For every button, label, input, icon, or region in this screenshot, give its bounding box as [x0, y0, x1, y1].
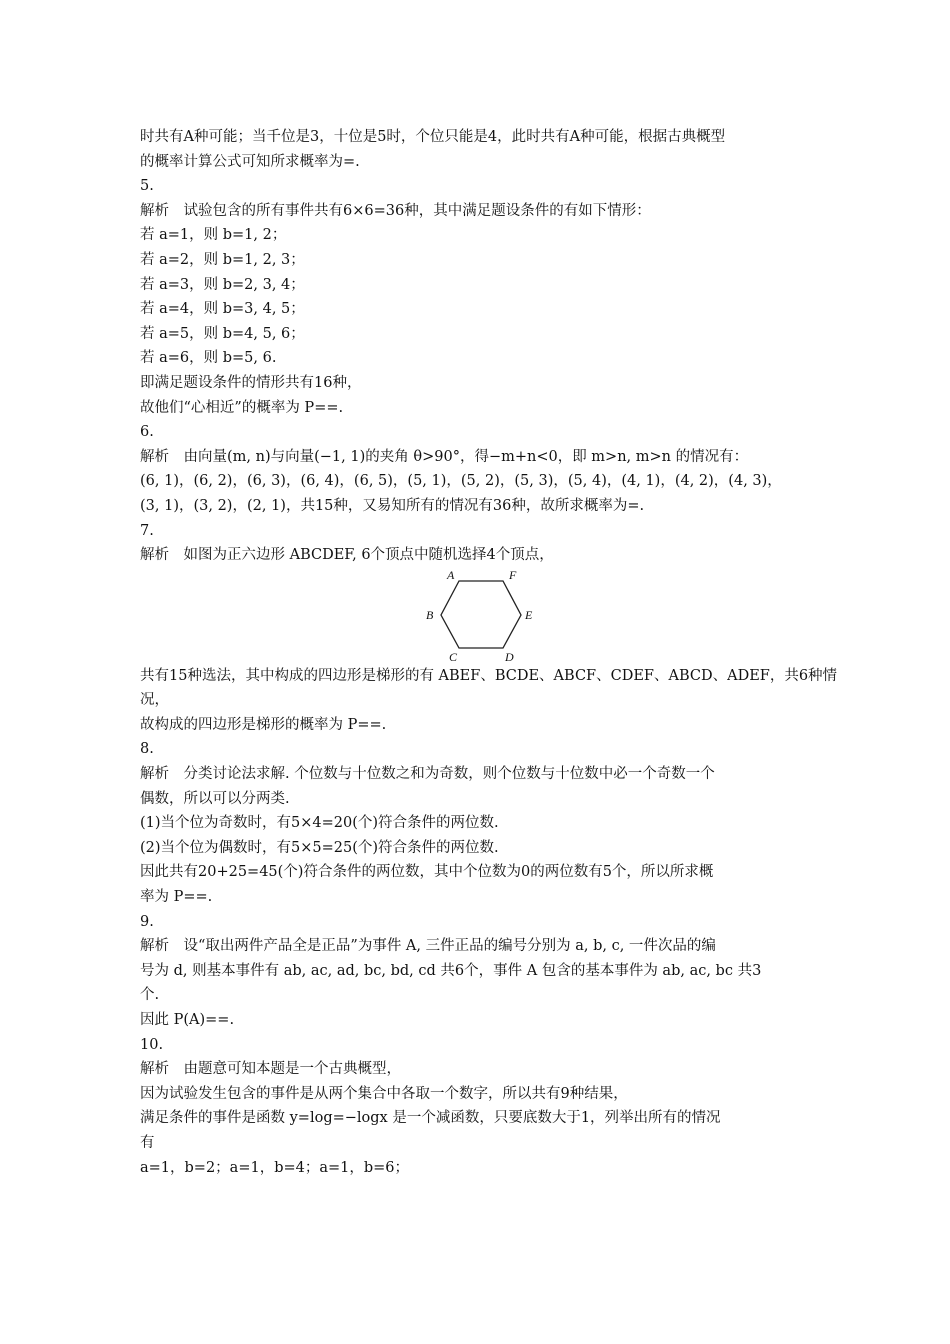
text-line: 因此 P(A)==. [140, 1012, 235, 1028]
text-line: 解析 设“取出两件产品全是正品”为事件 A, 三件正品的编号分别为 a, b, c, 一件次品的编 [140, 938, 716, 955]
vertex-label-d: D [505, 649, 514, 664]
text-line: 若 a=1，则 b=1, 2； [140, 227, 287, 244]
text-line: 若 a=4，则 b=3, 4, 5； [140, 301, 305, 318]
text-line: 若 a=6，则 b=5, 6. [140, 350, 277, 367]
text-line: 若 a=5，则 b=4, 5, 6； [140, 325, 305, 342]
text-line: 有 [140, 1134, 155, 1151]
text-line: 率为 P==. [140, 889, 213, 906]
text-line: 偶数，所以可以分两类. [140, 790, 290, 807]
text-line: (3, 1)，(3, 2)，(2, 1)，共15种，又易知所有的情况有36种，故所求概率为=. [140, 497, 645, 514]
text-line: 即满足题设条件的情形共有16种， [140, 374, 362, 391]
text-line: 若 a=3，则 b=2, 3, 4； [140, 276, 305, 293]
vertex-label-b: B [426, 607, 434, 622]
text-line: 因为试验发生包含的事件是从两个集合中各取一个数字，所以共有9种结果， [140, 1085, 628, 1102]
text-line: 解析 由向量(m, n)与向量(−1, 1)的夹角 θ>90°，得−m+n<0，即 m>n, m>n 的情况有： [140, 448, 749, 465]
problem-number: 5. [140, 178, 154, 195]
text-line: 共有15种选法，其中构成的四边形是梯形的有 ABEF、BCDE、ABCF、CDEF、ABCD、ADEF，共6种情 [140, 667, 838, 684]
text-line: 因此共有20+25=45(个)符合条件的两位数，其中个位数为0的两位数有5个，所以所求概 [140, 864, 714, 881]
hexagon-figure [140, 568, 820, 664]
hexagon-diagram [425, 568, 535, 664]
problem-number: 8. [140, 741, 154, 758]
problem-number: 10. [140, 1036, 164, 1053]
vertex-label-a: A [447, 567, 455, 582]
text-line: 故构成的四边形是梯形的概率为 P==. [140, 716, 387, 733]
vertex-label-e: E [525, 607, 533, 622]
text-line: 解析 由题意可知本题是一个古典概型， [140, 1061, 401, 1078]
text-line: 故他们“心相近”的概率为 P==. [140, 399, 344, 416]
text-line: 个. [140, 987, 160, 1004]
text-line: 时共有A种可能；当千位是3，十位是5时，个位只能是4，此时共有A种可能，根据古典概型 [140, 129, 726, 145]
text-line: 况， [140, 692, 169, 709]
text-line: a=1，b=2；a=1，b=4；a=1，b=6； [140, 1159, 410, 1176]
text-line: (2)当个位为偶数时，有5×5=25(个)符合条件的两位数. [140, 839, 499, 856]
text-line: 号为 d, 则基本事件有 ab, ac, ad, bc, bd, cd 共6个，事件 A 包含的基本事件为 ab, ac, bc 共3 [140, 962, 762, 979]
vertex-label-f: F [509, 567, 517, 582]
problem-number: 9. [140, 913, 154, 930]
text-line: 解析 分类讨论法求解. 个位数与十位数之和为奇数，则个位数与十位数中必一个奇数一个 [140, 766, 715, 783]
text-line: (1)当个位为奇数时，有5×4=20(个)符合条件的两位数. [140, 815, 499, 832]
text-line: 若 a=2，则 b=1, 2, 3； [140, 251, 305, 268]
vertex-label-c: C [449, 649, 458, 664]
text-line: 解析 如图为正六边形 ABCDEF, 6个顶点中随机选择4个顶点， [140, 547, 554, 564]
hexagon-shape [441, 581, 521, 648]
problem-number: 7. [140, 522, 154, 539]
problem-number: 6. [140, 424, 154, 441]
text-line: 满足条件的事件是函数 y=log=−logx 是一个减函数，只要底数大于1，列举出所有的情况 [140, 1110, 721, 1127]
text-line: 解析 试验包含的所有事件共有6×6=36种，其中满足题设条件的有如下情形： [140, 202, 651, 219]
document-body [140, 125, 838, 1180]
text-line: 的概率计算公式可知所求概率为=. [140, 153, 360, 170]
text-line: (6, 1)，(6, 2)，(6, 3)，(6, 4)，(6, 5)，(5, 1)，(5, 2)，(5, 3)，(5, 4)，(4, 1)，(4, 2)，(4, 3)， [140, 473, 782, 490]
